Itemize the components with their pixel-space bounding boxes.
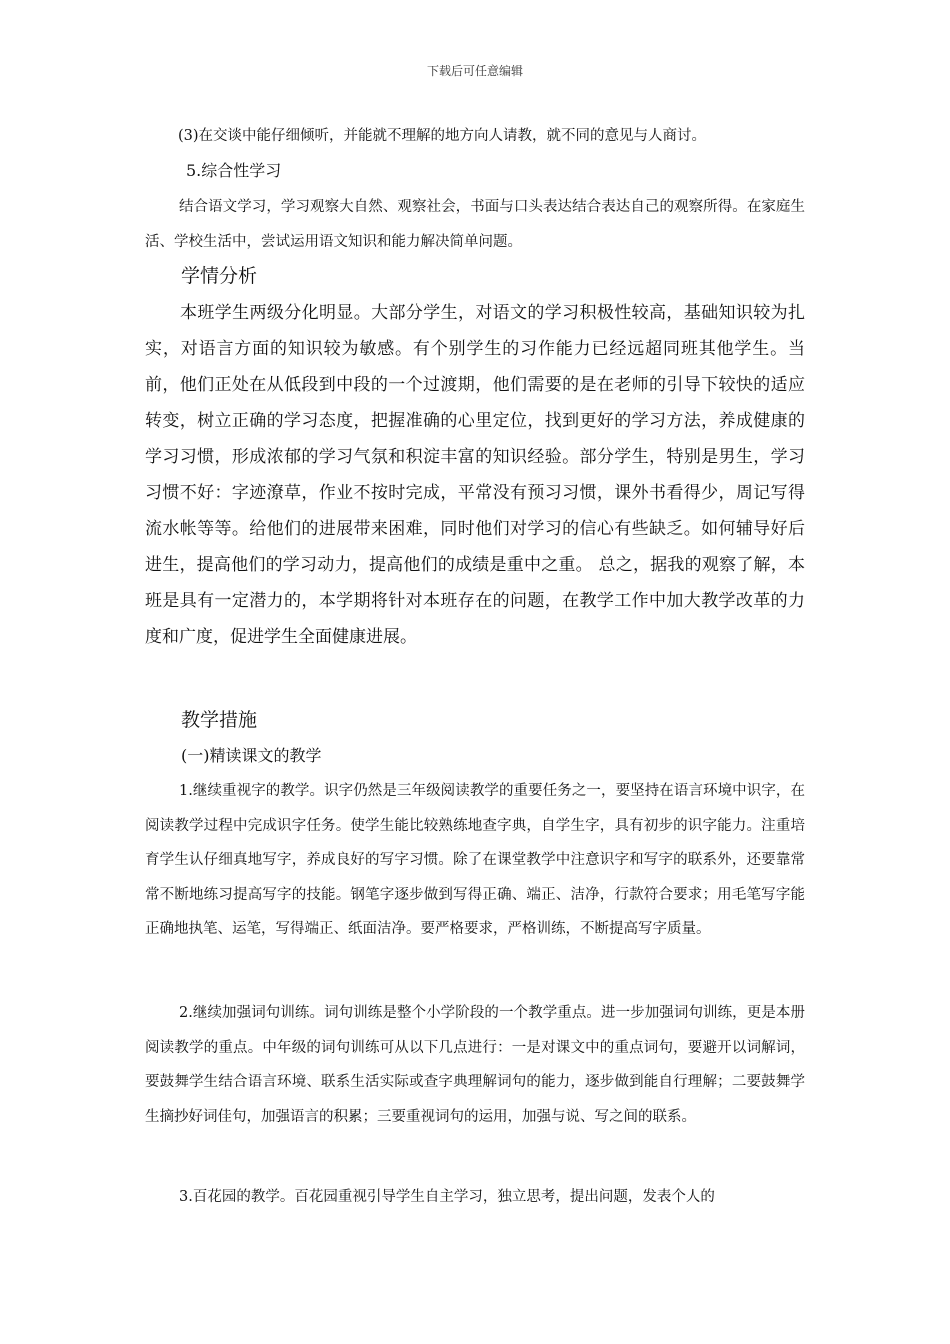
paragraph-measure-3: 3.百花园的教学。百花园重视引导学生自主学习，独立思考，提出问题，发表个人的 (179, 1189, 715, 1205)
paragraph-comprehensive: 结合语文学习，学习观察大自然、观察社会，书面与口头表达结合表达自己的观察所得。在家庭生活、学校生活中，尝试运用语文知识和能力解决简单问题。 (145, 199, 805, 250)
paragraph-measure-1: 1.继续重视字的教学。识字仍然是三年级阅读教学的重要任务之一，要坚持在语言环境中识字，在阅读教学过程中完成识字任务。使学生能比较熟练地查字典，自学生字，具有初步的识字能力。注重培育学生认仔细真地写字，养成良好的写字习惯。除了在课堂教学中注意识字和写字的联系外，还要靠常常不断地练习提高写字的技能。钢笔字逐步做到写得正确、端正、洁净，行款符合要求；用毛笔写字能正确地执笔、运笔，写得端正、纸面洁净。要严格要求，严格训练，不断提高写字质量。 (145, 783, 805, 937)
section-heading-analysis: 学情分析 (181, 265, 258, 287)
subsection-heading-reading: (一)精读课文的教学 (181, 746, 322, 765)
paragraph-analysis: 本班学生两级分化明显。大部分学生，对语文的学习积极性较高，基础知识较为扎实，对语言方面的知识较为敏感。有个别学生的习作能力已经远超同班其他学生。当前，他们正处在从低段到中段的一个过渡期，他们需要的是在老师的引导下较快的适应转变，树立正确的学习态度，把握准确的心里定位，找到更好的学习方法，养成健康的学习习惯，形成浓郁的学习气氛和积淀丰富的知识经验。部分学生，特别是男生，学习习惯不好：字迹潦草，作业不按时完成，平常没有预习习惯，课外书看得少，周记写得流水帐等等。给他们的进展带来困难，同时他们对学习的信心有些缺乏。如何辅导好后进生，提高他们的学习动力，提高他们的成绩是重中之重。 总之，据我的观察了解，本班是具有一定潜力的，本学期将针对本班存在的问题，在教学工作中加大教学改革的力度和广度，促进学生全面健康进展。 (145, 303, 805, 647)
section-heading-comprehensive: 5.综合性学习 (186, 161, 282, 180)
section-heading-measures: 教学措施 (181, 709, 258, 731)
paragraph-measure-2: 2.继续加强词句训练。词句训练是整个小学阶段的一个教学重点。进一步加强词句训练，更是本册阅读教学的重点。中年级的词句训练可从以下几点进行：一是对课文中的重点词句，要避开以词解词，要鼓舞学生结合语言环境、联系生活实际或查字典理解词句的能力，逐步做到能自行理解；二要鼓舞学生摘抄好词佳句，加强语言的积累；三要重视词句的运用，加强与说、写之间的联系。 (145, 1005, 805, 1125)
page-header: 下载后可任意编辑 (426, 64, 523, 78)
paragraph-item-3: (3)在交谈中能仔细倾听，并能就不理解的地方向人请教，就不同的意见与人商讨。 (178, 128, 707, 144)
